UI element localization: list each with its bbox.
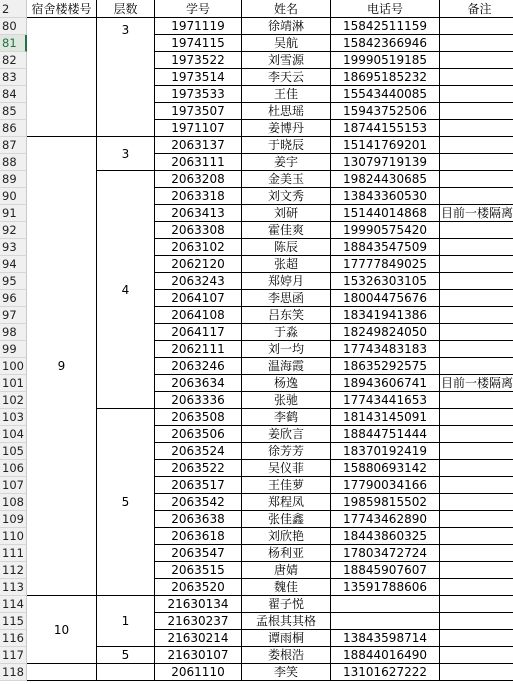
row-header[interactable]: 114 — [0, 596, 27, 613]
phone-cell[interactable]: 18695185232 — [331, 69, 440, 86]
phone-cell[interactable]: 17790034166 — [331, 477, 440, 494]
phone-cell[interactable]: 18370192419 — [331, 443, 440, 460]
name-cell[interactable]: 吕东笑 — [242, 307, 331, 324]
row-header[interactable]: 98 — [0, 324, 27, 341]
note-cell[interactable] — [440, 86, 513, 103]
note-cell[interactable] — [440, 511, 513, 528]
name-cell[interactable]: 陈辰 — [242, 239, 331, 256]
name-cell[interactable]: 于淼 — [242, 324, 331, 341]
row-header[interactable]: 109 — [0, 511, 27, 528]
student-id-cell[interactable]: 2063102 — [155, 239, 242, 256]
note-cell[interactable] — [440, 613, 513, 630]
row-header[interactable]: 113 — [0, 579, 27, 596]
floor-cell[interactable]: 1 — [97, 596, 155, 647]
name-cell[interactable]: 李笑 — [242, 664, 331, 681]
student-id-cell[interactable]: 2063524 — [155, 443, 242, 460]
phone-cell[interactable]: 15543440085 — [331, 86, 440, 103]
row-header[interactable]: 118 — [0, 664, 27, 681]
name-cell[interactable]: 郑婷月 — [242, 273, 331, 290]
building-cell[interactable]: 10 — [27, 596, 97, 664]
row-header[interactable]: 85 — [0, 103, 27, 120]
name-cell[interactable]: 王佳萝 — [242, 477, 331, 494]
phone-cell[interactable]: 15141769201 — [331, 137, 440, 154]
note-cell[interactable] — [440, 426, 513, 443]
phone-cell[interactable] — [331, 613, 440, 630]
student-id-cell[interactable]: 1971119 — [155, 18, 242, 35]
phone-cell[interactable]: 19859815502 — [331, 494, 440, 511]
phone-cell[interactable]: 15144014868 — [331, 205, 440, 222]
name-cell[interactable]: 娄根浩 — [242, 647, 331, 664]
name-cell[interactable]: 张佳鑫 — [242, 511, 331, 528]
row-header[interactable]: 104 — [0, 426, 27, 443]
name-cell[interactable]: 杜思瑶 — [242, 103, 331, 120]
student-id-cell[interactable]: 2063413 — [155, 205, 242, 222]
row-header[interactable]: 88 — [0, 154, 27, 171]
student-id-cell[interactable]: 2061110 — [155, 664, 242, 681]
student-id-cell[interactable]: 2063137 — [155, 137, 242, 154]
phone-cell[interactable]: 18635292575 — [331, 358, 440, 375]
row-header[interactable]: 107 — [0, 477, 27, 494]
name-cell[interactable]: 翟子悦 — [242, 596, 331, 613]
phone-cell[interactable]: 17743441653 — [331, 392, 440, 409]
name-cell[interactable]: 刘雪源 — [242, 52, 331, 69]
row-header[interactable]: 94 — [0, 256, 27, 273]
student-id-cell[interactable]: 2064117 — [155, 324, 242, 341]
phone-cell[interactable]: 18844016490 — [331, 647, 440, 664]
phone-cell[interactable] — [331, 596, 440, 613]
note-cell[interactable] — [440, 477, 513, 494]
phone-cell[interactable]: 18844751444 — [331, 426, 440, 443]
phone-cell[interactable]: 19824430685 — [331, 171, 440, 188]
floor-cell[interactable]: 3 — [97, 18, 155, 137]
name-cell[interactable]: 谭雨桐 — [242, 630, 331, 647]
row-header[interactable]: 96 — [0, 290, 27, 307]
student-id-cell[interactable]: 1973533 — [155, 86, 242, 103]
student-id-cell[interactable]: 21630134 — [155, 596, 242, 613]
note-cell[interactable] — [440, 256, 513, 273]
name-cell[interactable]: 徐芳芳 — [242, 443, 331, 460]
name-cell[interactable]: 金美玉 — [242, 171, 331, 188]
row-header[interactable]: 95 — [0, 273, 27, 290]
phone-cell[interactable]: 13101627222 — [331, 664, 440, 681]
student-id-cell[interactable]: 2063506 — [155, 426, 242, 443]
row-header[interactable]: 87 — [0, 137, 27, 154]
row-header[interactable]: 112 — [0, 562, 27, 579]
student-id-cell[interactable]: 21630214 — [155, 630, 242, 647]
student-id-cell[interactable]: 2063336 — [155, 392, 242, 409]
student-id-cell[interactable]: 2063246 — [155, 358, 242, 375]
note-cell[interactable] — [440, 18, 513, 35]
row-header[interactable]: 89 — [0, 171, 27, 188]
note-cell[interactable] — [440, 664, 513, 681]
student-id-cell[interactable]: 2063522 — [155, 460, 242, 477]
name-cell[interactable]: 霍佳爽 — [242, 222, 331, 239]
name-cell[interactable]: 刘研 — [242, 205, 331, 222]
student-id-cell[interactable]: 2063517 — [155, 477, 242, 494]
name-cell[interactable]: 温海霞 — [242, 358, 331, 375]
row-header[interactable]: 117 — [0, 647, 27, 664]
row-header[interactable]: 115 — [0, 613, 27, 630]
phone-cell[interactable]: 18443860325 — [331, 528, 440, 545]
name-cell[interactable]: 唐婧 — [242, 562, 331, 579]
note-cell[interactable] — [440, 494, 513, 511]
note-cell[interactable] — [440, 103, 513, 120]
note-cell[interactable] — [440, 69, 513, 86]
row-header[interactable]: 106 — [0, 460, 27, 477]
note-cell[interactable] — [440, 392, 513, 409]
note-cell[interactable] — [440, 222, 513, 239]
phone-cell[interactable]: 15842366946 — [331, 35, 440, 52]
student-id-cell[interactable]: 2063111 — [155, 154, 242, 171]
note-cell[interactable] — [440, 460, 513, 477]
note-cell[interactable] — [440, 188, 513, 205]
row-header[interactable]: 116 — [0, 630, 27, 647]
student-id-cell[interactable]: 2063318 — [155, 188, 242, 205]
phone-cell[interactable]: 18843547509 — [331, 239, 440, 256]
row-header[interactable]: 100 — [0, 358, 27, 375]
student-id-cell[interactable]: 2063547 — [155, 545, 242, 562]
phone-cell[interactable]: 19990575420 — [331, 222, 440, 239]
note-cell[interactable] — [440, 358, 513, 375]
name-cell[interactable]: 杨逸 — [242, 375, 331, 392]
name-cell[interactable]: 孟根其其格 — [242, 613, 331, 630]
student-id-cell[interactable]: 1973522 — [155, 52, 242, 69]
note-cell[interactable] — [440, 120, 513, 137]
column-header[interactable]: 学号 — [155, 0, 242, 18]
row-header[interactable]: 81 — [0, 35, 27, 52]
student-id-cell[interactable]: 1974115 — [155, 35, 242, 52]
note-cell[interactable] — [440, 647, 513, 664]
row-header[interactable]: 110 — [0, 528, 27, 545]
floor-cell[interactable]: 5 — [97, 647, 155, 664]
name-cell[interactable]: 刘一均 — [242, 341, 331, 358]
phone-cell[interactable]: 18004475676 — [331, 290, 440, 307]
student-id-cell[interactable]: 2063618 — [155, 528, 242, 545]
row-header[interactable]: 91 — [0, 205, 27, 222]
student-id-cell[interactable]: 2063208 — [155, 171, 242, 188]
phone-cell[interactable]: 15842511159 — [331, 18, 440, 35]
name-cell[interactable]: 魏佳 — [242, 579, 331, 596]
note-cell[interactable] — [440, 52, 513, 69]
name-cell[interactable]: 张驰 — [242, 392, 331, 409]
name-cell[interactable]: 徐靖淋 — [242, 18, 331, 35]
column-header[interactable]: 层数 — [97, 0, 155, 18]
row-header[interactable]: 105 — [0, 443, 27, 460]
student-id-cell[interactable]: 2063515 — [155, 562, 242, 579]
row-header[interactable]: 80 — [0, 18, 27, 35]
note-cell[interactable] — [440, 239, 513, 256]
phone-cell[interactable]: 15880693142 — [331, 460, 440, 477]
note-cell[interactable] — [440, 341, 513, 358]
row-header[interactable]: 92 — [0, 222, 27, 239]
note-cell[interactable] — [440, 630, 513, 647]
note-cell[interactable] — [440, 307, 513, 324]
phone-cell[interactable]: 17803472724 — [331, 545, 440, 562]
note-cell[interactable]: 目前一楼隔离 — [440, 375, 513, 392]
row-header[interactable]: 83 — [0, 69, 27, 86]
phone-cell[interactable]: 15943752506 — [331, 103, 440, 120]
note-cell[interactable] — [440, 579, 513, 596]
student-id-cell[interactable]: 21630107 — [155, 647, 242, 664]
column-header[interactable]: 备注 — [440, 0, 513, 18]
note-cell[interactable] — [440, 35, 513, 52]
row-header[interactable]: 103 — [0, 409, 27, 426]
name-cell[interactable]: 姜欣言 — [242, 426, 331, 443]
row-header[interactable]: 97 — [0, 307, 27, 324]
note-cell[interactable]: 目前一楼隔离 — [440, 205, 513, 222]
note-cell[interactable] — [440, 409, 513, 426]
column-header[interactable]: 宿舍楼楼号 — [27, 0, 97, 18]
note-cell[interactable] — [440, 273, 513, 290]
student-id-cell[interactable]: 2063308 — [155, 222, 242, 239]
row-header[interactable]: 90 — [0, 188, 27, 205]
phone-cell[interactable]: 13843598714 — [331, 630, 440, 647]
building-cell[interactable] — [27, 664, 97, 681]
note-cell[interactable] — [440, 562, 513, 579]
row-header[interactable]: 93 — [0, 239, 27, 256]
building-cell[interactable]: 9 — [27, 137, 97, 596]
name-cell[interactable]: 李鹤 — [242, 409, 331, 426]
phone-cell[interactable]: 18143145091 — [331, 409, 440, 426]
row-header[interactable]: 86 — [0, 120, 27, 137]
row-header[interactable]: 111 — [0, 545, 27, 562]
name-cell[interactable]: 吴仪菲 — [242, 460, 331, 477]
phone-cell[interactable]: 19990519185 — [331, 52, 440, 69]
student-id-cell[interactable]: 2063243 — [155, 273, 242, 290]
student-id-cell[interactable]: 2064107 — [155, 290, 242, 307]
student-id-cell[interactable]: 2063508 — [155, 409, 242, 426]
phone-cell[interactable]: 17743462890 — [331, 511, 440, 528]
phone-cell[interactable]: 13591788606 — [331, 579, 440, 596]
note-cell[interactable] — [440, 528, 513, 545]
note-cell[interactable] — [440, 324, 513, 341]
phone-cell[interactable]: 18249824050 — [331, 324, 440, 341]
name-cell[interactable]: 姜宇 — [242, 154, 331, 171]
row-header: 2 — [0, 0, 27, 18]
building-cell[interactable] — [27, 18, 97, 137]
name-cell[interactable]: 王佳 — [242, 86, 331, 103]
student-id-cell[interactable]: 2063520 — [155, 579, 242, 596]
name-cell[interactable]: 刘欣艳 — [242, 528, 331, 545]
student-id-cell[interactable]: 1971107 — [155, 120, 242, 137]
phone-cell[interactable]: 18845907607 — [331, 562, 440, 579]
student-id-cell[interactable]: 2062111 — [155, 341, 242, 358]
phone-cell[interactable]: 18744155153 — [331, 120, 440, 137]
note-cell[interactable] — [440, 443, 513, 460]
phone-cell[interactable]: 13843360530 — [331, 188, 440, 205]
row-header[interactable]: 99 — [0, 341, 27, 358]
phone-cell[interactable]: 13079719139 — [331, 154, 440, 171]
student-id-cell[interactable]: 2064108 — [155, 307, 242, 324]
note-cell[interactable] — [440, 290, 513, 307]
row-header[interactable]: 101 — [0, 375, 27, 392]
name-cell[interactable]: 于晓辰 — [242, 137, 331, 154]
column-header[interactable]: 姓名 — [242, 0, 331, 18]
student-id-cell[interactable]: 2063542 — [155, 494, 242, 511]
phone-cell[interactable]: 15326303105 — [331, 273, 440, 290]
row-header[interactable]: 102 — [0, 392, 27, 409]
row-header[interactable]: 108 — [0, 494, 27, 511]
name-cell[interactable]: 姜博丹 — [242, 120, 331, 137]
name-cell[interactable]: 郑程凤 — [242, 494, 331, 511]
floor-cell[interactable]: 5 — [97, 409, 155, 596]
phone-cell[interactable]: 17777849025 — [331, 256, 440, 273]
note-cell[interactable] — [440, 137, 513, 154]
row-header[interactable]: 82 — [0, 52, 27, 69]
floor-cell[interactable] — [97, 664, 155, 681]
phone-cell[interactable]: 17743483183 — [331, 341, 440, 358]
note-cell[interactable] — [440, 596, 513, 613]
name-cell[interactable]: 李思函 — [242, 290, 331, 307]
note-cell[interactable] — [440, 154, 513, 171]
name-cell[interactable]: 李天云 — [242, 69, 331, 86]
phone-cell[interactable]: 18943606741 — [331, 375, 440, 392]
student-id-cell[interactable]: 2063634 — [155, 375, 242, 392]
row-header[interactable]: 84 — [0, 86, 27, 103]
floor-cell[interactable]: 3 — [97, 137, 155, 171]
student-id-cell[interactable]: 2063638 — [155, 511, 242, 528]
student-id-cell[interactable]: 21630237 — [155, 613, 242, 630]
note-cell[interactable] — [440, 171, 513, 188]
student-id-cell[interactable]: 2062120 — [155, 256, 242, 273]
floor-cell[interactable]: 4 — [97, 171, 155, 409]
name-cell[interactable]: 杨利亚 — [242, 545, 331, 562]
student-id-cell[interactable]: 1973514 — [155, 69, 242, 86]
name-cell[interactable]: 刘文秀 — [242, 188, 331, 205]
phone-cell[interactable]: 18341941386 — [331, 307, 440, 324]
student-id-cell[interactable]: 1973507 — [155, 103, 242, 120]
name-cell[interactable]: 吴航 — [242, 35, 331, 52]
name-cell[interactable]: 张超 — [242, 256, 331, 273]
column-header[interactable]: 电话号 — [331, 0, 440, 18]
note-cell[interactable] — [440, 545, 513, 562]
